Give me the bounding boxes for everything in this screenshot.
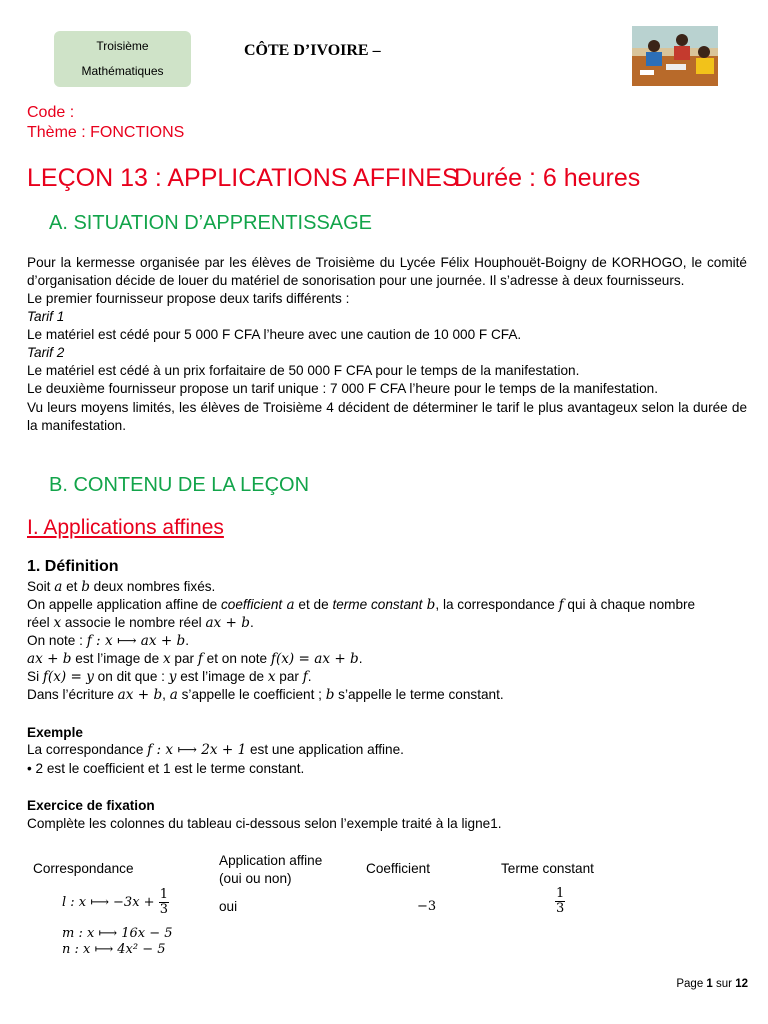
row-correspondance: l : x ⟼ −3x + $\frac{1}{3}$ [62,887,168,917]
situation-paragraph-1: Pour la kermesse organisée par les élèves de Troisième du Lycée Félix Houphouët-Boigny de KORHOGO, le comité d’organisation décide de louer du matériel de sonorisation pour une journée. Il s’adresse à deux fournisseurs. [27,255,747,288]
row-correspondance: m : x ⟼ 16x − 5 [62,926,173,941]
definition-line-1: Soit a et b deux nombres fixés. [27,579,216,595]
situation-paragraph-2: Le premier fournisseur propose deux tarifs différents : [27,291,350,306]
column-header-terme-constant: Terme constant [501,861,594,876]
exercise-instruction: Complète les colonnes du tableau ci-dessous selon l’exemple traité à la ligne1. [27,816,502,831]
theme-label: Thème : FONCTIONS [27,124,185,141]
section-b-heading: B. CONTENU DE LA LEÇON [49,474,310,496]
column-header-correspondance: Correspondance [33,861,134,876]
part-title: I. Applications affines [27,516,224,539]
situation-paragraph-4: Vu leurs moyens limités, les élèves de Troisième 4 décident de déterminer le tarif le plus avantageux selon la durée de la manifestation. [27,400,747,433]
example-line-2: • 2 est le coefficient et 1 est le terme constant. [27,761,305,776]
lesson-duration: Durée : 6 heures [454,164,641,192]
definition-line-5: ax + b est l’image de x par f et on note f(x) = ax + b. [27,651,363,667]
definition-line-3: réel x associe le nombre réel ax + b. [27,615,254,631]
section-a-heading: A. SITUATION D’APPRENTISSAGE [49,212,373,234]
definition-line-6: Si f(x) = y on dit que : y est l’image de x par f. [27,669,312,685]
row-correspondance: n : x ⟼ 4x² − 5 [62,942,166,957]
situation-paragraph-3: Le deuxième fournisseur propose un tarif unique : 7 000 F CFA l’heure pour le temps de la manifestation. [27,381,658,396]
column-header-application-affine: Application affine (oui ou non) [219,853,323,886]
definition-heading: 1. Définition [27,558,119,575]
subject-label: Mathématiques [81,64,164,78]
exercise-heading: Exercice de fixation [27,798,155,813]
code-label: Code : [27,104,75,121]
row-coefficient: −3 [417,899,437,914]
tarif-2-label: Tarif 2 [27,345,65,360]
definition-line-7: Dans l’écriture ax + b, a s’appelle le coefficient ; b s’appelle le terme constant. [27,687,504,703]
country-title: CÔTE D’IVOIRE – [244,42,381,59]
column-header-coefficient: Coefficient [366,861,430,876]
page-number: Page 1 sur 12 [676,978,748,990]
example-line-1: La correspondance f : x ⟼ 2x + 1 est une application affine. [27,742,404,758]
row-affine-answer: oui [219,899,238,914]
level-label: Troisième [96,39,149,53]
tarif-1-label: Tarif 1 [27,309,65,324]
level-badge [54,31,191,87]
lesson-title: LEÇON 13 : APPLICATIONS AFFINES [27,164,459,192]
definition-line-2: On appelle application affine de coefficient a et de terme constant b, la correspondance f qui à chaque nombre [27,597,696,613]
definition-line-4: On note : f : x ⟼ ax + b. [27,633,190,649]
row-constant: $\frac{1}{3}$ [556,886,565,916]
tarif-1-text: Le matériel est cédé pour 5 000 F CFA l’heure avec une caution de 10 000 F CFA. [27,327,522,342]
tarif-2-text: Le matériel est cédé à un prix forfaitaire de 50 000 F CFA pour le temps de la manifestation. [27,363,580,378]
classroom-illustration-image [632,26,718,86]
example-heading: Exemple [27,725,83,740]
